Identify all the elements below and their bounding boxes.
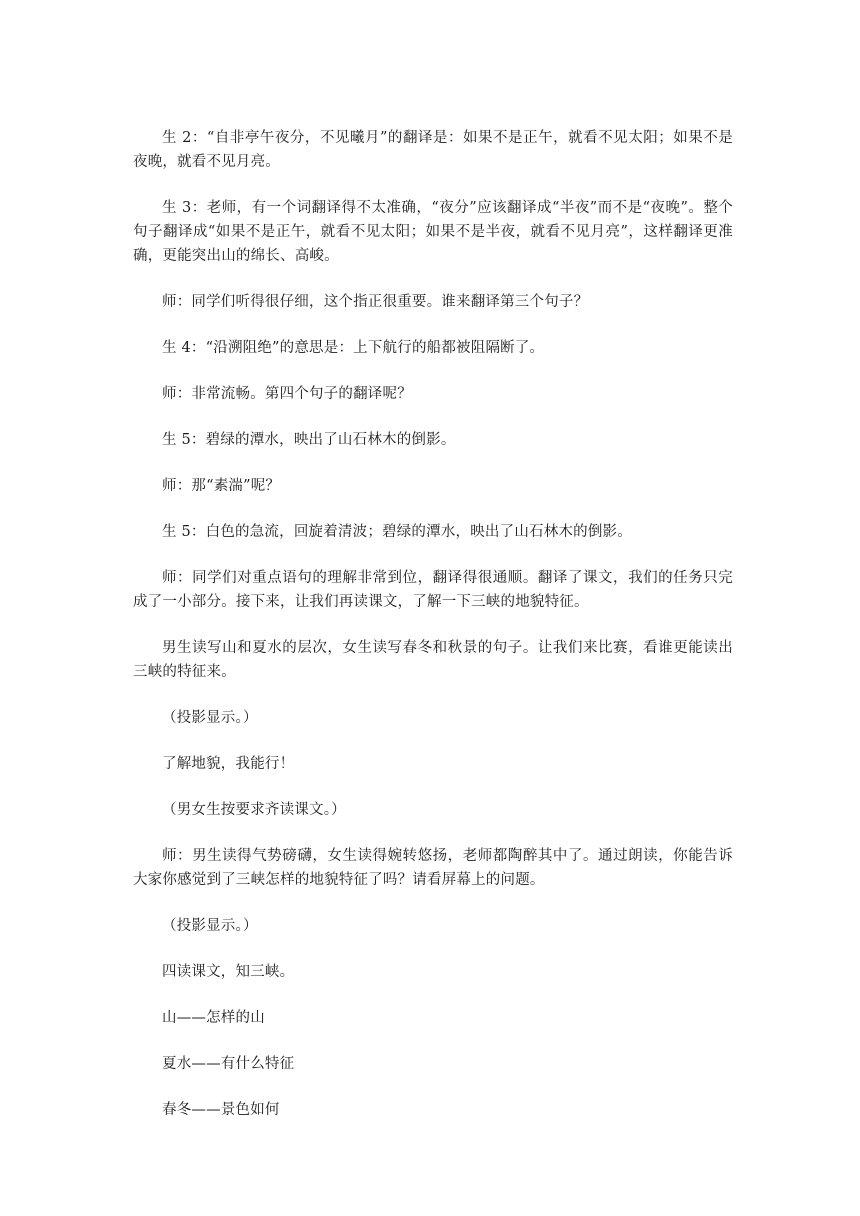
paragraph: 生 5：碧绿的潭水，映出了山石林木的倒影。: [162, 432, 456, 448]
paragraph: 春冬——景色如何: [162, 1102, 280, 1118]
paragraph: 生 5：白色的急流，回旋着清波；碧绿的潭水，映出了山石林木的倒影。: [162, 524, 632, 540]
paragraph: 生 2：“自非亭午夜分，不见曦月”的翻译是：如果不是正午，就看不见太阳；如果不是夜晚，就看不见月亮。: [133, 130, 733, 170]
paragraph: 师：那“素湍”呢？: [162, 478, 281, 494]
document-body: [133, 126, 733, 1144]
paragraph: 了解地貌，我能行！: [162, 756, 295, 772]
paragraph: （投影显示。）: [162, 918, 258, 934]
paragraph: 师：男生读得气势磅礴，女生读得婉转悠扬，老师都陶醉其中了。通过朗读，你能告诉大家你感觉到了三峡怎样的地貌特征了吗？请看屏幕上的问题。: [133, 848, 733, 888]
paragraph: 师：同学们对重点语句的理解非常到位，翻译得很通顺。翻译了课文，我们的任务只完成了一小部分。接下来，让我们再读课文，了解一下三峡的地貌特征。: [133, 570, 733, 610]
paragraph: 生 4：“沿溯阻绝”的意思是：上下航行的船都被阻隔断了。: [162, 340, 545, 356]
paragraph: 师：同学们听得很仔细，这个指正很重要。谁来翻译第三个句子？: [162, 294, 589, 310]
paragraph: 师：非常流畅。第四个句子的翻译呢？: [162, 386, 412, 402]
paragraph: 生 3：老师，有一个词翻译得不太准确，“夜分”应该翻译成“半夜”而不是“夜晚”。整个句子翻译成“如果不是正午，就看不见太阳；如果不是半夜，就看不见月亮”，这样翻译更准确，更能突出山的绵长、高峻。: [133, 200, 733, 264]
paragraph: （投影显示。）: [162, 710, 258, 726]
paragraph: （男女生按要求齐读课文。）: [162, 802, 346, 818]
paragraph: 夏水——有什么特征: [162, 1056, 295, 1072]
paragraph: 山——怎样的山: [162, 1010, 265, 1026]
paragraph: 四读课文，知三峡。: [162, 964, 295, 980]
paragraph: 男生读写山和夏水的层次，女生读写春冬和秋景的句子。让我们来比赛，看谁更能读出三峡的特征来。: [133, 640, 733, 680]
